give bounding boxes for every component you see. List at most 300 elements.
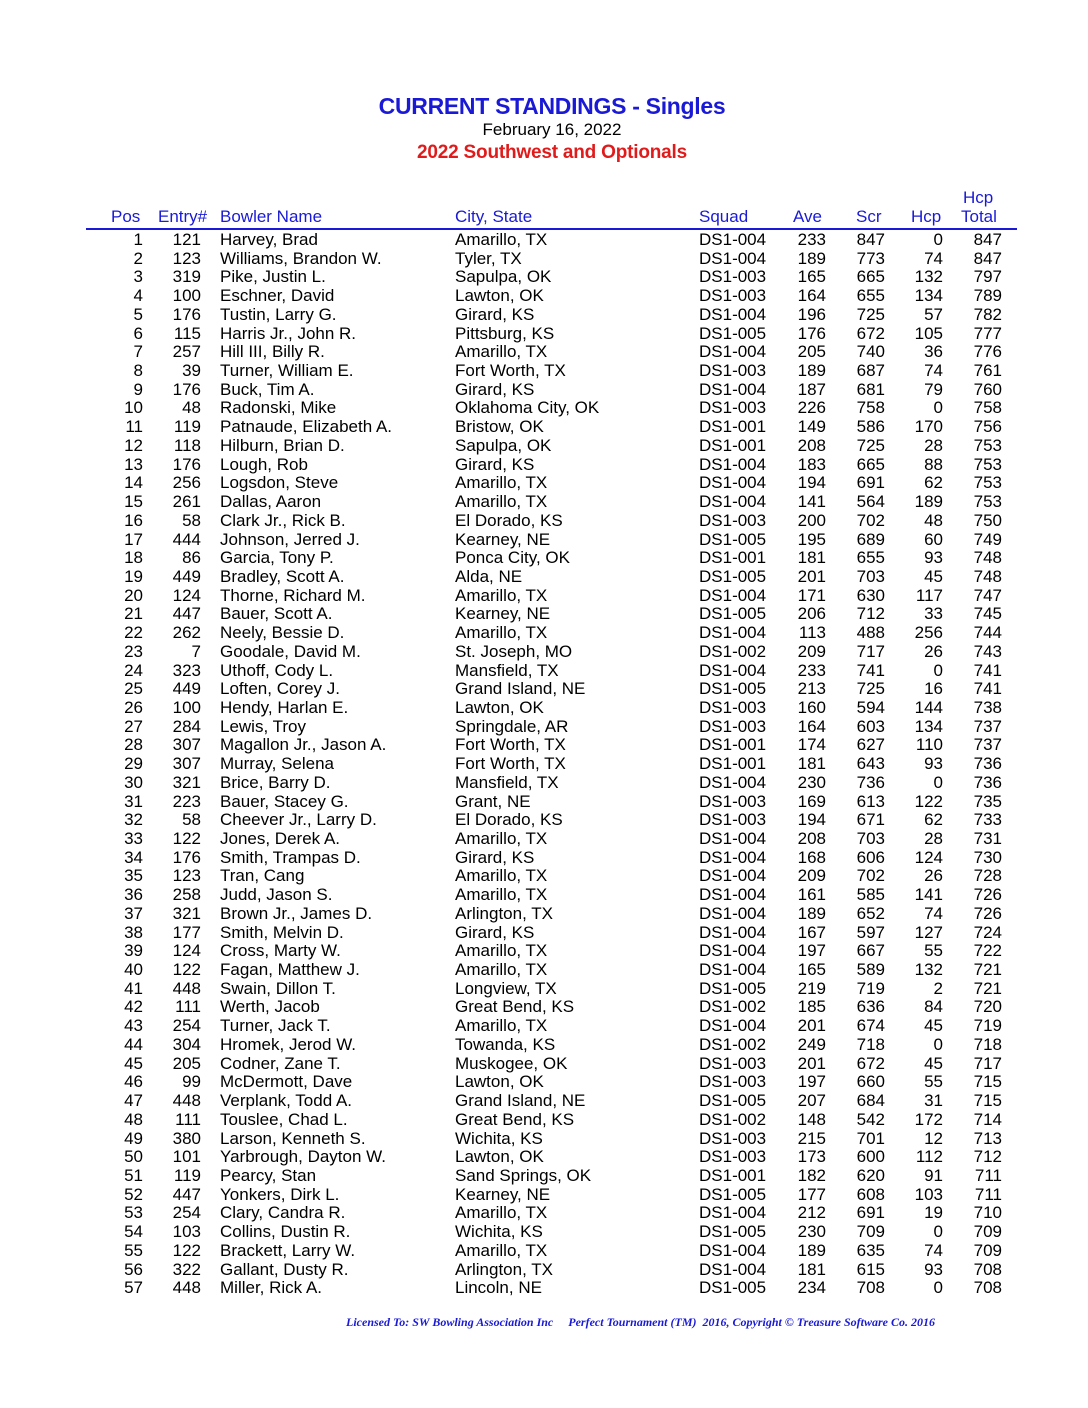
average-cell: 233 <box>797 230 826 249</box>
squad-cell: DS1-004 <box>699 1240 767 1260</box>
table-row <box>0 456 1088 475</box>
hcp-total-cell: 728 <box>973 866 1002 886</box>
table-row <box>0 493 1088 512</box>
bowler-name-cell: Loften, Corey J. <box>220 679 341 699</box>
city-state-cell: Girard, KS <box>455 847 535 867</box>
handicap-cell: 55 <box>924 941 943 961</box>
table-row <box>0 268 1088 287</box>
city-state-cell: Girard, KS <box>455 304 535 324</box>
entry-cell: 100 <box>172 286 201 306</box>
pos-cell: 49 <box>124 1128 143 1148</box>
handicap-cell: 19 <box>924 1203 943 1223</box>
entry-cell: 111 <box>175 1109 201 1129</box>
bowler-name-cell: Swain, Dillon T. <box>220 978 336 998</box>
scratch-cell: 689 <box>856 529 885 549</box>
handicap-cell: 79 <box>924 379 943 399</box>
handicap-cell: 62 <box>924 473 943 493</box>
city-state-cell: Kearney, NE <box>455 604 551 624</box>
handicap-cell: 134 <box>914 286 943 306</box>
event-name: 2022 Southwest and Optionals <box>417 142 687 163</box>
entry-cell: 223 <box>172 791 201 811</box>
entry-cell: 319 <box>172 267 201 287</box>
pos-cell: 1 <box>133 230 143 249</box>
entry-cell: 254 <box>172 1203 201 1223</box>
average-cell: 200 <box>797 510 826 530</box>
scratch-cell: 684 <box>856 1091 885 1111</box>
handicap-cell: 122 <box>914 791 943 811</box>
average-cell: 249 <box>797 1034 826 1054</box>
city-state-cell: Longview, TX <box>455 978 557 998</box>
header-hcp-total-top: Hcp <box>963 188 994 207</box>
bowler-name-cell: Lough, Rob <box>220 454 308 474</box>
average-cell: 164 <box>797 286 826 306</box>
squad-cell: DS1-005 <box>699 1184 767 1204</box>
bowler-name-cell: Lewis, Troy <box>220 716 306 736</box>
entry-cell: 448 <box>172 978 201 998</box>
entry-cell: 256 <box>172 473 201 493</box>
handicap-cell: 141 <box>914 885 943 905</box>
pos-cell: 35 <box>124 866 143 886</box>
squad-cell: DS1-004 <box>699 585 767 605</box>
hcp-total-cell: 709 <box>973 1222 1002 1242</box>
entry-cell: 86 <box>182 548 201 568</box>
table-row <box>0 250 1088 269</box>
handicap-cell: 62 <box>924 810 943 830</box>
city-state-cell: Sand Springs, OK <box>455 1165 592 1185</box>
header-pos: Pos <box>111 207 141 226</box>
bowler-name-cell: Collins, Dustin R. <box>220 1222 351 1242</box>
table-row <box>0 1111 1088 1130</box>
entry-cell: 176 <box>172 454 201 474</box>
pos-cell: 41 <box>124 978 143 998</box>
entry-cell: 380 <box>172 1128 201 1148</box>
city-state-cell: Amarillo, TX <box>455 866 548 886</box>
bowler-name-cell: Buck, Tim A. <box>220 379 315 399</box>
handicap-cell: 112 <box>915 1147 943 1167</box>
squad-cell: DS1-004 <box>699 304 767 324</box>
bowler-name-cell: Gallant, Dusty R. <box>220 1259 349 1279</box>
pos-cell: 46 <box>124 1072 143 1092</box>
entry-cell: 205 <box>172 1053 201 1073</box>
squad-cell: DS1-004 <box>699 473 767 493</box>
bowler-name-cell: Smith, Trampas D. <box>220 847 361 867</box>
city-state-cell: Amarillo, TX <box>455 585 548 605</box>
hcp-total-cell: 711 <box>974 1165 1002 1185</box>
pos-cell: 14 <box>124 473 143 493</box>
scratch-cell: 740 <box>856 342 885 362</box>
squad-cell: DS1-002 <box>699 997 767 1017</box>
squad-cell: DS1-001 <box>699 1165 767 1185</box>
bowler-name-cell: Hendy, Harlan E. <box>220 697 349 717</box>
handicap-cell: 28 <box>924 829 943 848</box>
average-cell: 201 <box>797 1053 826 1073</box>
average-cell: 141 <box>797 492 826 512</box>
handicap-cell: 117 <box>915 585 943 605</box>
hcp-total-cell: 730 <box>973 847 1002 867</box>
city-state-cell: Amarillo, TX <box>455 1016 548 1036</box>
scratch-cell: 687 <box>856 361 885 381</box>
scratch-cell: 615 <box>856 1259 885 1279</box>
header-entry: Entry# <box>158 207 208 226</box>
table-row <box>0 1017 1088 1036</box>
city-state-cell: Grand Island, NE <box>455 1091 586 1111</box>
pos-cell: 24 <box>124 660 143 680</box>
hcp-total-cell: 721 <box>973 978 1002 998</box>
squad-cell: DS1-005 <box>699 978 767 998</box>
squad-cell: DS1-004 <box>699 379 767 399</box>
scratch-cell: 635 <box>856 1240 885 1260</box>
scratch-cell: 702 <box>856 866 885 886</box>
average-cell: 234 <box>797 1278 826 1298</box>
hcp-total-cell: 745 <box>973 604 1002 624</box>
squad-cell: DS1-003 <box>699 697 767 717</box>
scratch-cell: 736 <box>856 772 885 792</box>
city-state-cell: Lawton, OK <box>455 1072 544 1092</box>
table-row <box>0 287 1088 306</box>
bowler-name-cell: Neely, Bessie D. <box>220 623 345 643</box>
average-cell: 173 <box>797 1147 826 1167</box>
bowler-name-cell: Johnson, Jerred J. <box>220 529 360 549</box>
city-state-cell: Mansfield, TX <box>455 772 559 792</box>
pos-cell: 15 <box>124 492 143 512</box>
scratch-cell: 542 <box>856 1109 885 1129</box>
squad-cell: DS1-004 <box>699 772 767 792</box>
bowler-name-cell: Thorne, Richard M. <box>220 585 366 605</box>
hcp-total-cell: 733 <box>973 810 1002 830</box>
entry-cell: 262 <box>172 623 201 643</box>
squad-cell: DS1-005 <box>699 604 767 624</box>
average-cell: 160 <box>797 697 826 717</box>
handicap-cell: 0 <box>933 660 943 680</box>
average-cell: 185 <box>797 997 826 1017</box>
average-cell: 195 <box>797 529 826 549</box>
handicap-cell: 57 <box>924 304 943 324</box>
handicap-cell: 33 <box>924 604 943 624</box>
handicap-cell: 45 <box>924 1053 943 1073</box>
city-state-cell: Lawton, OK <box>455 697 544 717</box>
handicap-cell: 189 <box>914 492 943 512</box>
table-row <box>0 755 1088 774</box>
entry-cell: 39 <box>182 361 201 381</box>
scratch-cell: 681 <box>856 379 885 399</box>
handicap-cell: 132 <box>914 267 943 287</box>
table-row <box>0 306 1088 325</box>
entry-cell: 258 <box>172 885 201 905</box>
bowler-name-cell: Cross, Marty W. <box>220 941 341 961</box>
pos-cell: 33 <box>124 829 143 848</box>
hcp-total-cell: 747 <box>973 585 1002 605</box>
bowler-name-cell: Yarbrough, Dayton W. <box>220 1147 386 1167</box>
entry-cell: 257 <box>172 342 201 362</box>
pos-cell: 6 <box>133 323 143 343</box>
hcp-total-cell: 756 <box>973 417 1002 437</box>
handicap-cell: 0 <box>933 1278 943 1298</box>
pos-cell: 36 <box>124 885 143 905</box>
squad-cell: DS1-004 <box>699 248 767 268</box>
pos-cell: 37 <box>124 903 143 923</box>
handicap-cell: 0 <box>933 230 943 249</box>
hcp-total-cell: 720 <box>973 997 1002 1017</box>
average-cell: 201 <box>797 566 826 586</box>
hcp-total-cell: 741 <box>973 679 1002 699</box>
scratch-cell: 488 <box>856 623 885 643</box>
pos-cell: 19 <box>124 566 143 586</box>
average-cell: 183 <box>797 454 826 474</box>
handicap-cell: 74 <box>924 248 943 268</box>
handicap-cell: 60 <box>924 529 943 549</box>
bowler-name-cell: Touslee, Chad L. <box>220 1109 348 1129</box>
handicap-cell: 124 <box>914 847 943 867</box>
average-cell: 194 <box>797 810 826 830</box>
average-cell: 148 <box>797 1109 826 1129</box>
hcp-total-cell: 710 <box>973 1203 1002 1223</box>
city-state-cell: Ponca City, OK <box>455 548 570 568</box>
squad-cell: DS1-005 <box>699 1222 767 1242</box>
hcp-total-cell: 847 <box>973 230 1002 249</box>
table-row <box>0 1204 1088 1223</box>
handicap-cell: 256 <box>914 623 943 643</box>
pos-cell: 9 <box>133 379 143 399</box>
pos-cell: 2 <box>133 248 143 268</box>
city-state-cell: Grand Island, NE <box>455 679 586 699</box>
handicap-cell: 55 <box>924 1072 943 1092</box>
squad-cell: DS1-002 <box>699 641 767 661</box>
entry-cell: 121 <box>172 230 201 249</box>
pos-cell: 42 <box>124 997 143 1017</box>
squad-cell: DS1-003 <box>699 1147 767 1167</box>
bowler-name-cell: Patnaude, Elizabeth A. <box>220 417 393 437</box>
handicap-cell: 0 <box>933 398 943 418</box>
pos-cell: 52 <box>124 1184 143 1204</box>
table-row <box>0 587 1088 606</box>
city-state-cell: Tyler, TX <box>455 248 522 268</box>
average-cell: 206 <box>797 604 826 624</box>
scratch-cell: 712 <box>856 604 885 624</box>
city-state-cell: Amarillo, TX <box>455 885 548 905</box>
handicap-cell: 31 <box>924 1091 943 1111</box>
entry-cell: 124 <box>172 585 201 605</box>
city-state-cell: Amarillo, TX <box>455 473 548 493</box>
average-cell: 165 <box>797 267 826 287</box>
average-cell: 149 <box>797 417 826 437</box>
bowler-name-cell: Goodale, David M. <box>220 641 361 661</box>
table-row <box>0 1130 1088 1149</box>
table-row <box>0 437 1088 456</box>
table-row <box>0 362 1088 381</box>
bowler-name-cell: Dallas, Aaron <box>220 492 322 512</box>
hcp-total-cell: 753 <box>973 435 1002 455</box>
city-state-cell: Mansfield, TX <box>455 660 559 680</box>
hcp-total-cell: 719 <box>973 1016 1002 1036</box>
bowler-name-cell: Turner, Jack T. <box>220 1016 331 1036</box>
squad-cell: DS1-003 <box>699 1053 767 1073</box>
entry-cell: 176 <box>172 847 201 867</box>
hcp-total-cell: 753 <box>973 492 1002 512</box>
table-row <box>0 531 1088 550</box>
bowler-name-cell: Brackett, Larry W. <box>220 1240 356 1260</box>
pos-cell: 27 <box>124 716 143 736</box>
scratch-cell: 667 <box>856 941 885 961</box>
scratch-cell: 708 <box>856 1278 885 1298</box>
scratch-cell: 600 <box>856 1147 885 1167</box>
city-state-cell: Fort Worth, TX <box>455 735 566 755</box>
pos-cell: 38 <box>124 922 143 942</box>
average-cell: 189 <box>797 248 826 268</box>
average-cell: 233 <box>797 660 826 680</box>
table-row <box>0 418 1088 437</box>
handicap-cell: 103 <box>914 1184 943 1204</box>
squad-cell: DS1-003 <box>699 716 767 736</box>
table-row <box>0 924 1088 943</box>
squad-cell: DS1-003 <box>699 1072 767 1092</box>
hcp-total-cell: 750 <box>973 510 1002 530</box>
handicap-cell: 16 <box>924 679 943 699</box>
squad-cell: DS1-004 <box>699 1203 767 1223</box>
pos-cell: 54 <box>124 1222 143 1242</box>
entry-cell: 321 <box>172 772 201 792</box>
page-title: CURRENT STANDINGS - Singles <box>378 93 726 119</box>
average-cell: 182 <box>797 1165 826 1185</box>
hcp-total-cell: 749 <box>973 529 1002 549</box>
entry-cell: 449 <box>172 679 201 699</box>
city-state-cell: Amarillo, TX <box>455 829 548 848</box>
table-row <box>0 624 1088 643</box>
hcp-total-cell: 776 <box>973 342 1002 362</box>
bowler-name-cell: Clark Jr., Rick B. <box>220 510 346 530</box>
city-state-cell: Arlington, TX <box>455 903 553 923</box>
city-state-cell: Kearney, NE <box>455 1184 551 1204</box>
pos-cell: 8 <box>133 361 143 381</box>
hcp-total-cell: 736 <box>973 772 1002 792</box>
entry-cell: 122 <box>172 829 201 848</box>
city-state-cell: Amarillo, TX <box>455 1203 548 1223</box>
pos-cell: 20 <box>124 585 143 605</box>
license-text: Licensed To: SW Bowling Association Inc <box>346 1315 554 1329</box>
squad-cell: DS1-004 <box>699 885 767 905</box>
bowler-name-cell: Eschner, David <box>220 286 335 306</box>
report-date: February 16, 2022 <box>482 120 622 139</box>
city-state-cell: El Dorado, KS <box>455 810 563 830</box>
average-cell: 205 <box>797 342 826 362</box>
entry-cell: 111 <box>175 997 201 1017</box>
bowler-name-cell: Fagan, Matthew J. <box>220 960 360 980</box>
table-row <box>0 811 1088 830</box>
city-state-cell: Fort Worth, TX <box>455 361 566 381</box>
entry-cell: 118 <box>173 435 201 455</box>
handicap-cell: 84 <box>924 997 943 1017</box>
bowler-name-cell: Smith, Melvin D. <box>220 922 344 942</box>
scratch-cell: 597 <box>856 922 885 942</box>
entry-cell: 122 <box>172 960 201 980</box>
bowler-name-cell: Radonski, Mike <box>220 398 337 418</box>
entry-cell: 448 <box>172 1091 201 1111</box>
table-row <box>0 774 1088 793</box>
entry-cell: 284 <box>172 716 201 736</box>
scratch-cell: 652 <box>856 903 885 923</box>
table-row <box>0 1242 1088 1261</box>
bowler-name-cell: Werth, Jacob <box>220 997 320 1017</box>
pos-cell: 51 <box>124 1165 143 1185</box>
bowler-name-cell: Pike, Justin L. <box>220 267 326 287</box>
hcp-total-cell: 847 <box>973 248 1002 268</box>
scratch-cell: 564 <box>856 492 885 512</box>
average-cell: 161 <box>797 885 826 905</box>
city-state-cell: Amarillo, TX <box>455 342 548 362</box>
table-row <box>0 474 1088 493</box>
squad-cell: DS1-002 <box>699 1109 767 1129</box>
scratch-cell: 603 <box>856 716 885 736</box>
average-cell: 197 <box>797 941 826 961</box>
hcp-total-cell: 711 <box>974 1184 1002 1204</box>
scratch-cell: 725 <box>856 304 885 324</box>
scratch-cell: 717 <box>856 641 885 661</box>
bowler-name-cell: Larson, Kenneth S. <box>220 1128 366 1148</box>
hcp-total-cell: 782 <box>973 304 1002 324</box>
bowler-name-cell: Harvey, Brad <box>220 230 318 249</box>
scratch-cell: 606 <box>856 847 885 867</box>
scratch-cell: 703 <box>856 566 885 586</box>
squad-cell: DS1-005 <box>699 323 767 343</box>
squad-cell: DS1-005 <box>699 1091 767 1111</box>
squad-cell: DS1-002 <box>699 1034 767 1054</box>
entry-cell: 48 <box>182 398 201 418</box>
average-cell: 196 <box>797 304 826 324</box>
city-state-cell: Muskogee, OK <box>455 1053 568 1073</box>
entry-cell: 7 <box>191 641 201 661</box>
pos-cell: 17 <box>124 529 143 549</box>
hcp-total-cell: 738 <box>973 697 1002 717</box>
squad-cell: DS1-005 <box>699 529 767 549</box>
bowler-name-cell: Magallon Jr., Jason A. <box>220 735 387 755</box>
pos-cell: 40 <box>124 960 143 980</box>
table-row <box>0 680 1088 699</box>
average-cell: 208 <box>797 435 826 455</box>
bowler-name-cell: Bauer, Stacey G. <box>220 791 349 811</box>
hcp-total-cell: 744 <box>973 623 1002 643</box>
scratch-cell: 655 <box>856 548 885 568</box>
bowler-name-cell: Garcia, Tony P. <box>220 548 334 568</box>
handicap-cell: 74 <box>924 903 943 923</box>
squad-cell: DS1-003 <box>699 398 767 418</box>
squad-cell: DS1-004 <box>699 454 767 474</box>
scratch-cell: 594 <box>856 697 885 717</box>
standings-table <box>0 231 1088 1298</box>
entry-cell: 307 <box>172 754 201 774</box>
scratch-cell: 719 <box>856 978 885 998</box>
squad-cell: DS1-001 <box>699 735 767 755</box>
squad-cell: DS1-004 <box>699 623 767 643</box>
handicap-cell: 144 <box>914 697 943 717</box>
hcp-total-cell: 741 <box>973 660 1002 680</box>
scratch-cell: 701 <box>856 1128 885 1148</box>
city-state-cell: St. Joseph, MO <box>455 641 573 661</box>
average-cell: 189 <box>797 1240 826 1260</box>
table-row <box>0 343 1088 362</box>
city-state-cell: Girard, KS <box>455 922 535 942</box>
hcp-total-cell: 718 <box>973 1034 1002 1054</box>
table-row <box>0 381 1088 400</box>
average-cell: 181 <box>797 1259 826 1279</box>
table-row <box>0 1186 1088 1205</box>
entry-cell: 58 <box>182 510 201 530</box>
table-row <box>0 1148 1088 1167</box>
bowler-name-cell: Judd, Jason S. <box>220 885 333 905</box>
hcp-total-cell: 717 <box>973 1053 1002 1073</box>
hcp-total-cell: 737 <box>973 716 1002 736</box>
squad-cell: DS1-004 <box>699 492 767 512</box>
pos-cell: 16 <box>124 510 143 530</box>
bowler-name-cell: Jones, Derek A. <box>220 829 341 848</box>
